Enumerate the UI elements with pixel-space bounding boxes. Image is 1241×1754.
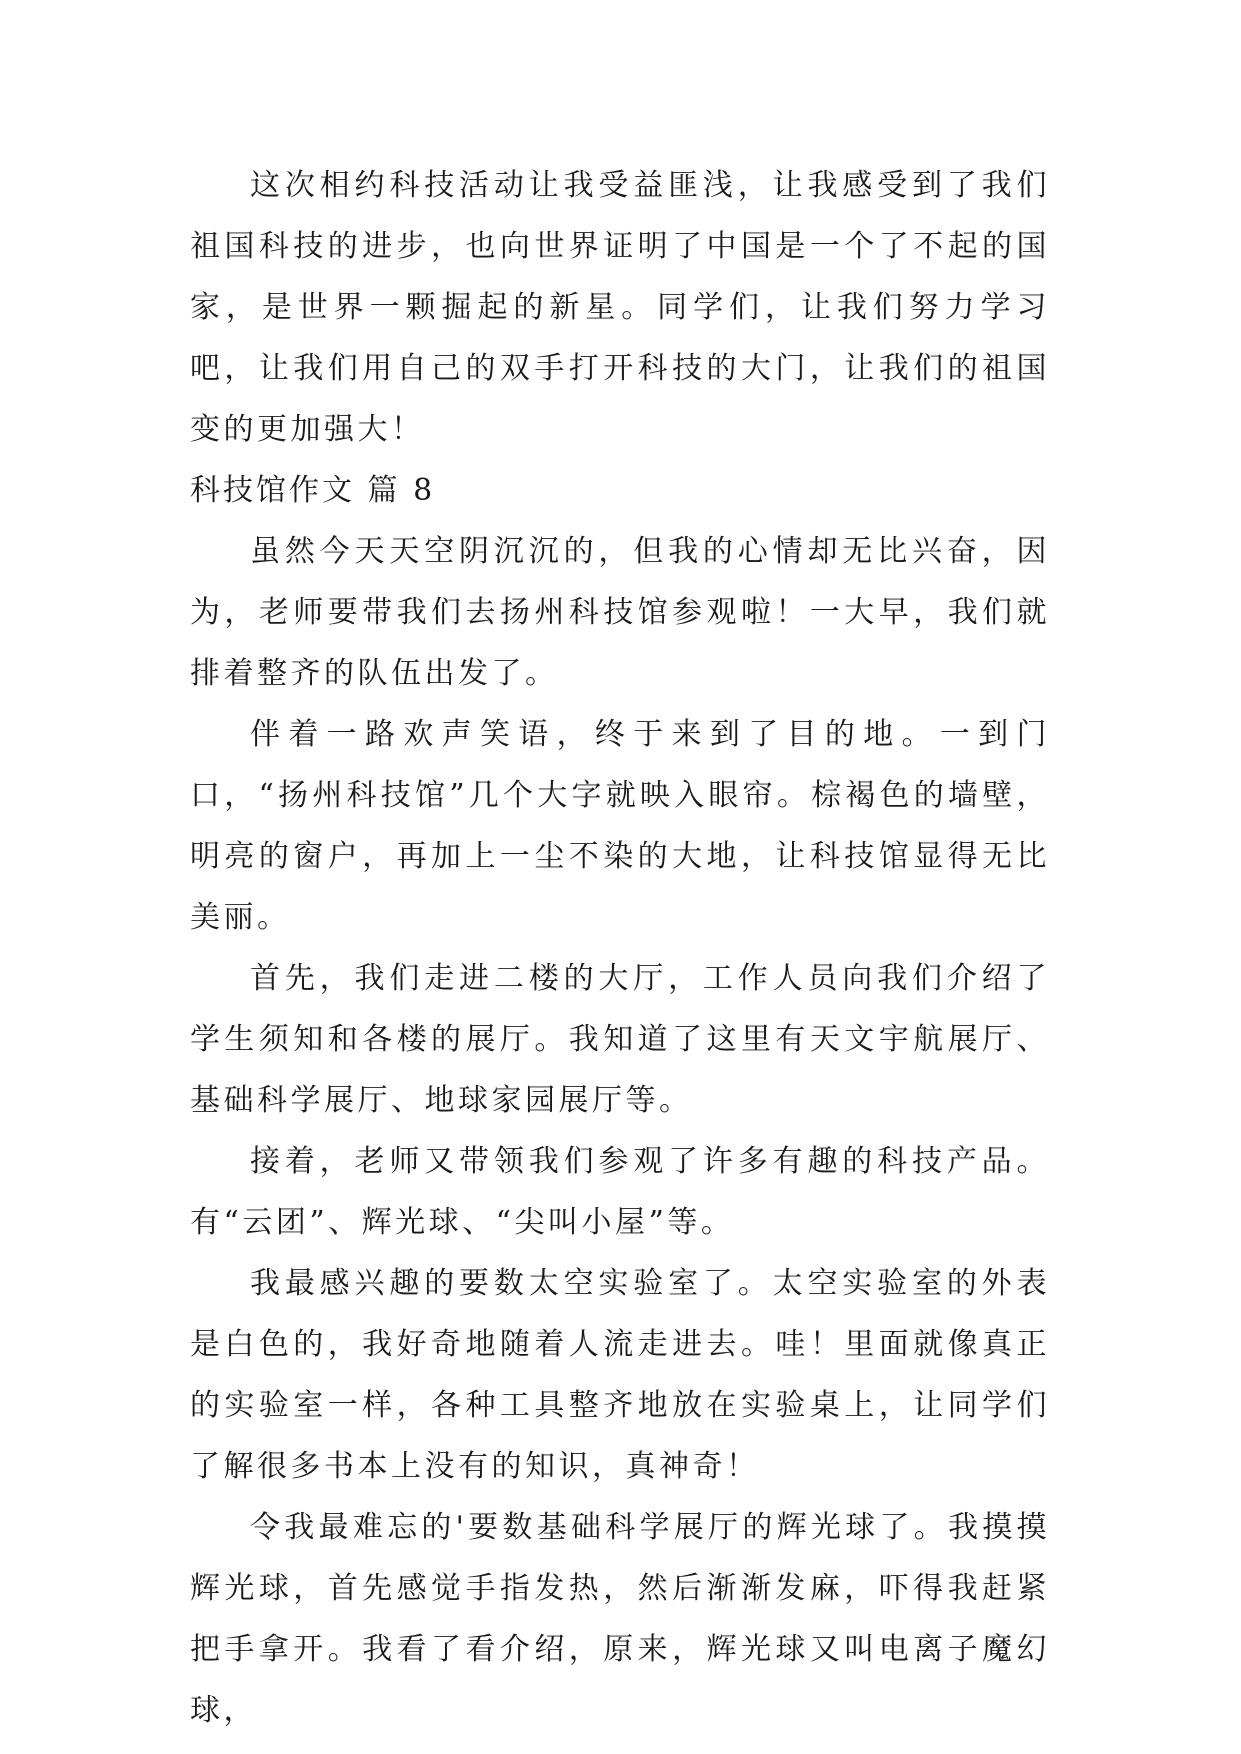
document-body bbox=[190, 155, 1050, 1741]
paragraph-2: 伴着一路欢声笑语，终于来到了目的地。一到门口，“扬州科技馆”几个大字就映入眼帘。棕褐色的墙壁，明亮的窗户，再加上一尘不染的大地，让科技馆显得无比美丽。 bbox=[190, 717, 1050, 935]
section-heading: 科技馆作文 篇 8 bbox=[190, 473, 436, 508]
paragraph-4: 接着，老师又带领我们参观了许多有趣的科技产品。有“云团”、辉光球、“尖叫小屋”等。 bbox=[190, 1144, 1050, 1240]
paragraph-6: 令我最难忘的'要数基础科学展厅的辉光球了。我摸摸辉光球，首先感觉手指发热，然后渐渐发麻，吓得我赶紧把手拿开。我看了看介绍，原来，辉光球又叫电离子魔幻球， bbox=[190, 1510, 1050, 1728]
intro-paragraph: 这次相约科技活动让我受益匪浅，让我感受到了我们祖国科技的进步，也向世界证明了中国是一个了不起的国家，是世界一颗掘起的新星。同学们，让我们努力学习吧，让我们用自己的双手打开科技的大门，让我们的祖国变的更加强大！ bbox=[190, 168, 1050, 447]
paragraph-5: 我最感兴趣的要数太空实验室了。太空实验室的外表是白色的，我好奇地随着人流走进去。哇！里面就像真正的实验室一样，各种工具整齐地放在实验桌上，让同学们了解很多书本上没有的知识，真神奇！ bbox=[190, 1266, 1050, 1484]
paragraph-1: 虽然今天天空阴沉沉的，但我的心情却无比兴奋，因为，老师要带我们去扬州科技馆参观啦！一大早，我们就排着整齐的队伍出发了。 bbox=[190, 534, 1050, 691]
paragraph-3: 首先，我们走进二楼的大厅，工作人员向我们介绍了学生须知和各楼的展厅。我知道了这里有天文宇航展厅、基础科学展厅、地球家园展厅等。 bbox=[190, 961, 1050, 1118]
